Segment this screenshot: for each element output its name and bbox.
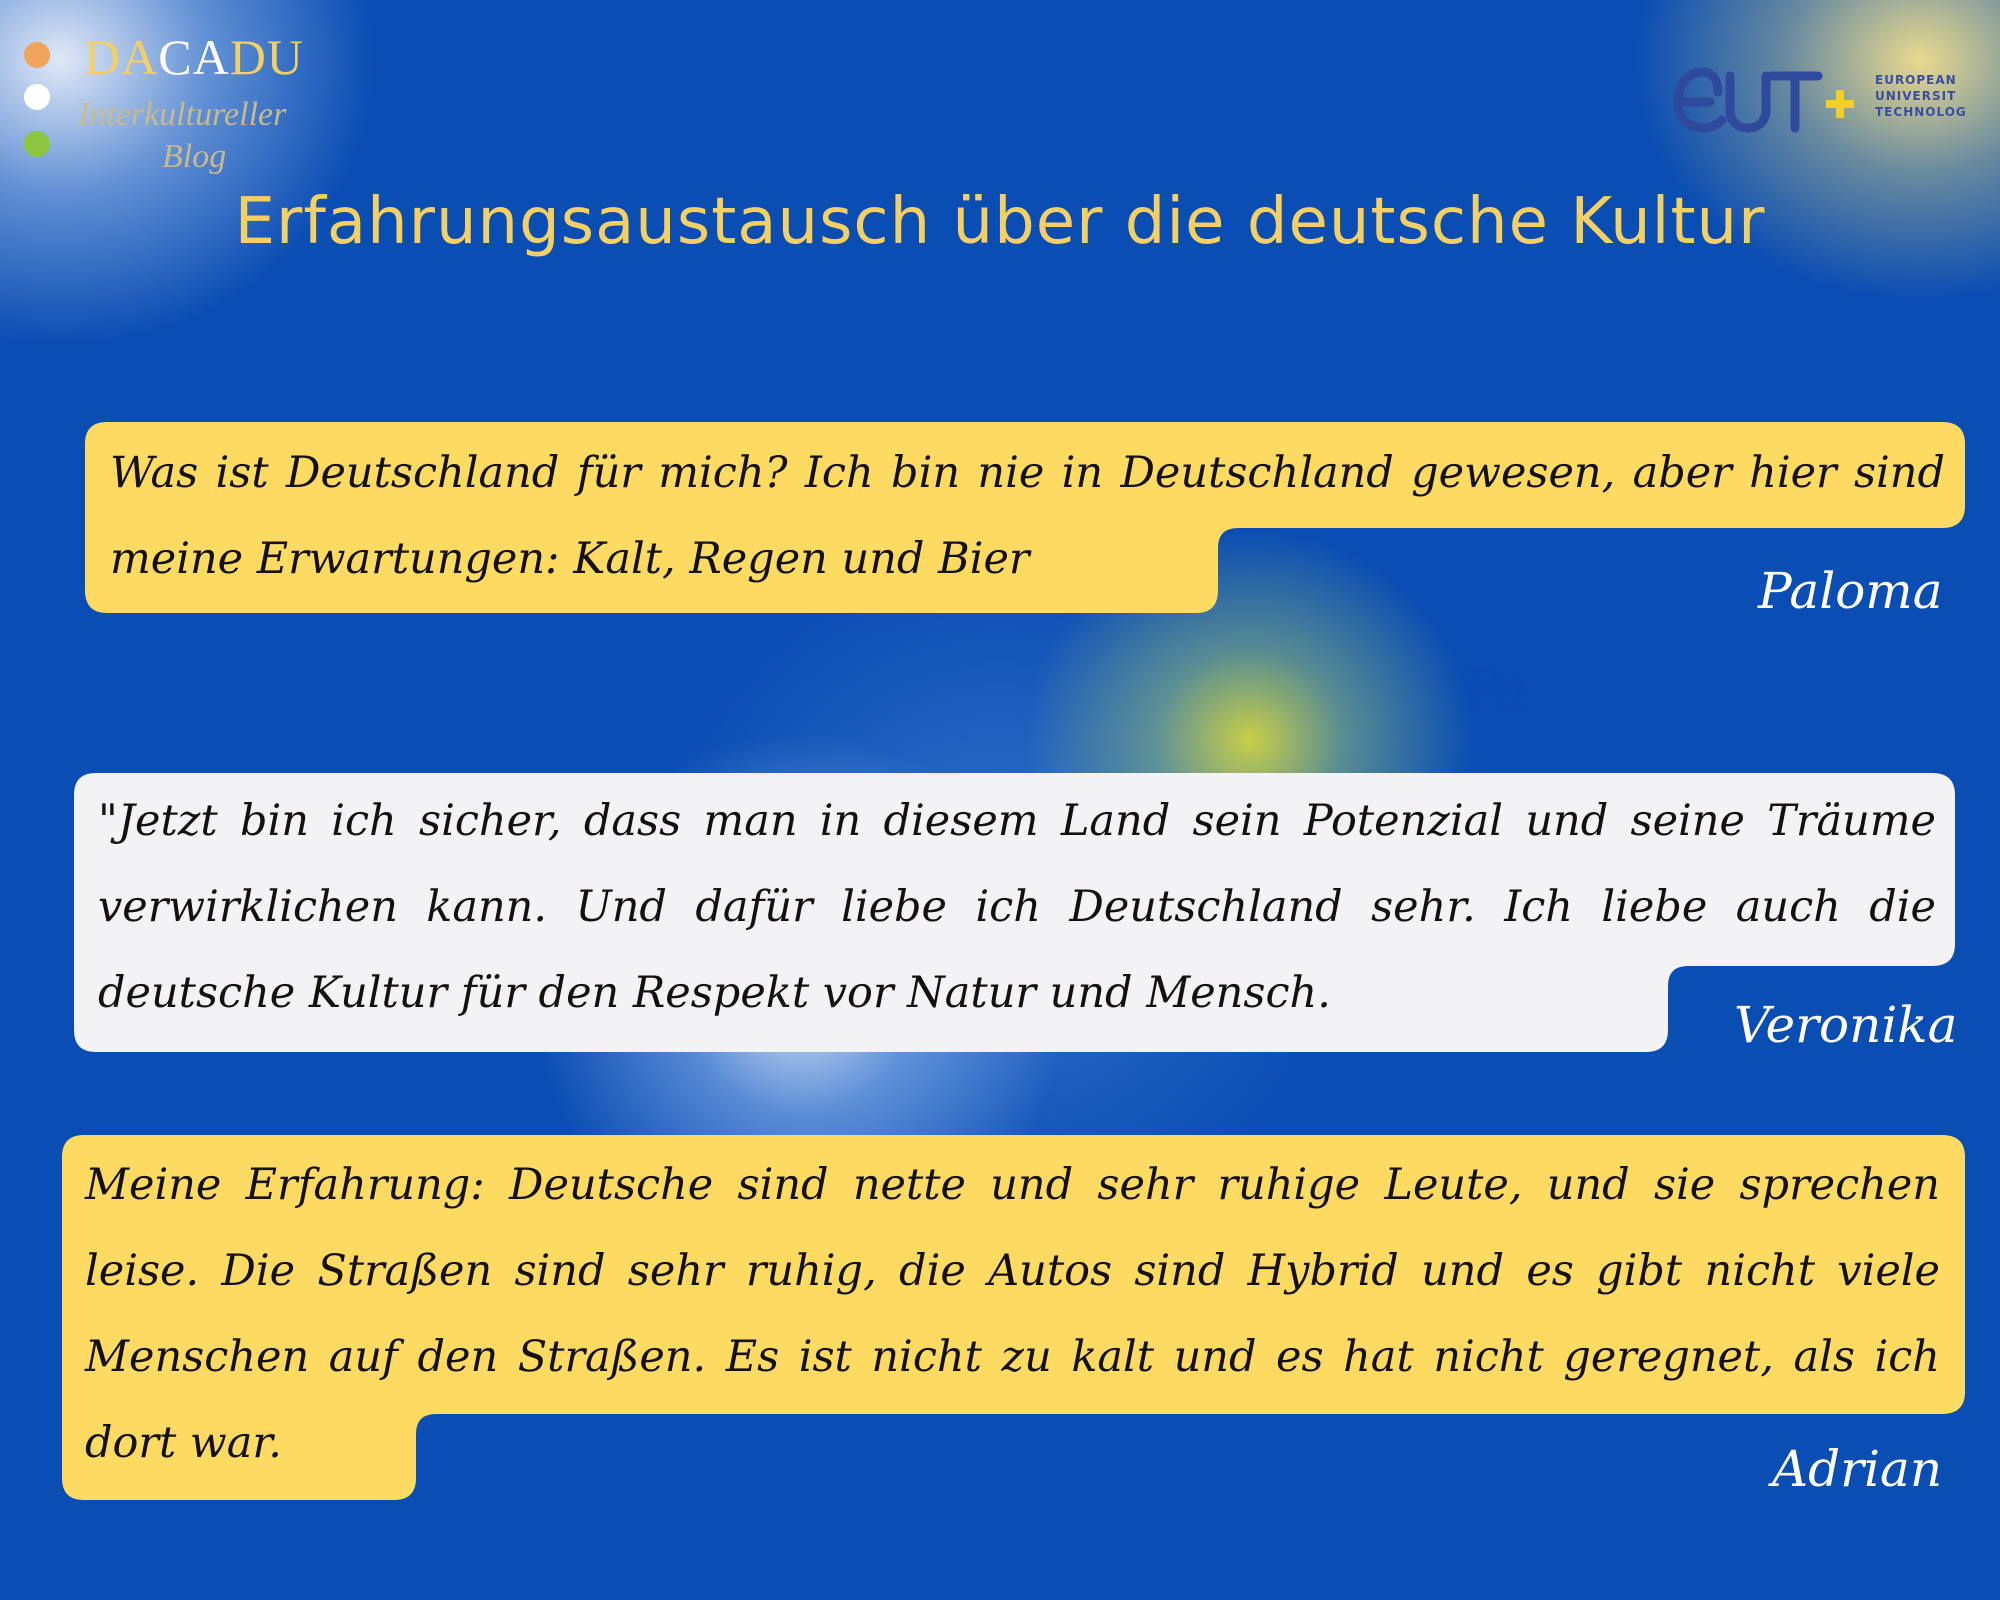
brand-name-part3: DU xyxy=(229,29,304,85)
brand-name-part1: DA xyxy=(84,29,159,85)
eut-logo-line3: TECHNOLOG xyxy=(1875,105,1967,119)
author-name-1: Paloma xyxy=(1758,562,1943,620)
quote-text-1: Was ist Deutschland für mich? Ich bin nie in Deutschland gewesen, aber hier sind meine Erwartungen: Kalt, Regen und Bier xyxy=(110,448,1945,584)
quote-text-3: Meine Erfahrung: Deutsche sind nette und sehr ruhige Leute, und sie sprechen leise. Die Straßen sind sehr ruhig, die Autos sind Hybrid und es gibt nicht viele Menschen auf den Straßen. Es ist nicht zu kalt und es hat nicht geregnet, als ich dort war. xyxy=(85,1160,1940,1468)
brand-subtitle-line2: Blog xyxy=(162,138,227,175)
brand-name-part2: CA xyxy=(158,29,230,85)
eut-logo-line2: UNIVERSIT xyxy=(1875,89,1957,103)
author-name-3: Adrian xyxy=(1772,1440,1943,1498)
brand-subtitle-line1: Interkultureller xyxy=(78,96,287,133)
page-title: Erfahrungsaustausch über die deutsche Kultur xyxy=(234,185,1766,259)
faded-ghost-text: Pa xyxy=(1463,660,1527,720)
quote-text-2: "Jetzt bin ich sicher, dass man in diesem Land sein Potenzial und seine Träume verwirklichen kann. Und dafür liebe ich Deutschland sehr. Ich liebe auch die deutsche Kultur für den Respekt vor Natur und Mensch. xyxy=(98,796,1936,1018)
eut-logo-line1: EUROPEAN xyxy=(1875,73,1957,87)
author-name-2: Veronika xyxy=(1734,996,1958,1054)
